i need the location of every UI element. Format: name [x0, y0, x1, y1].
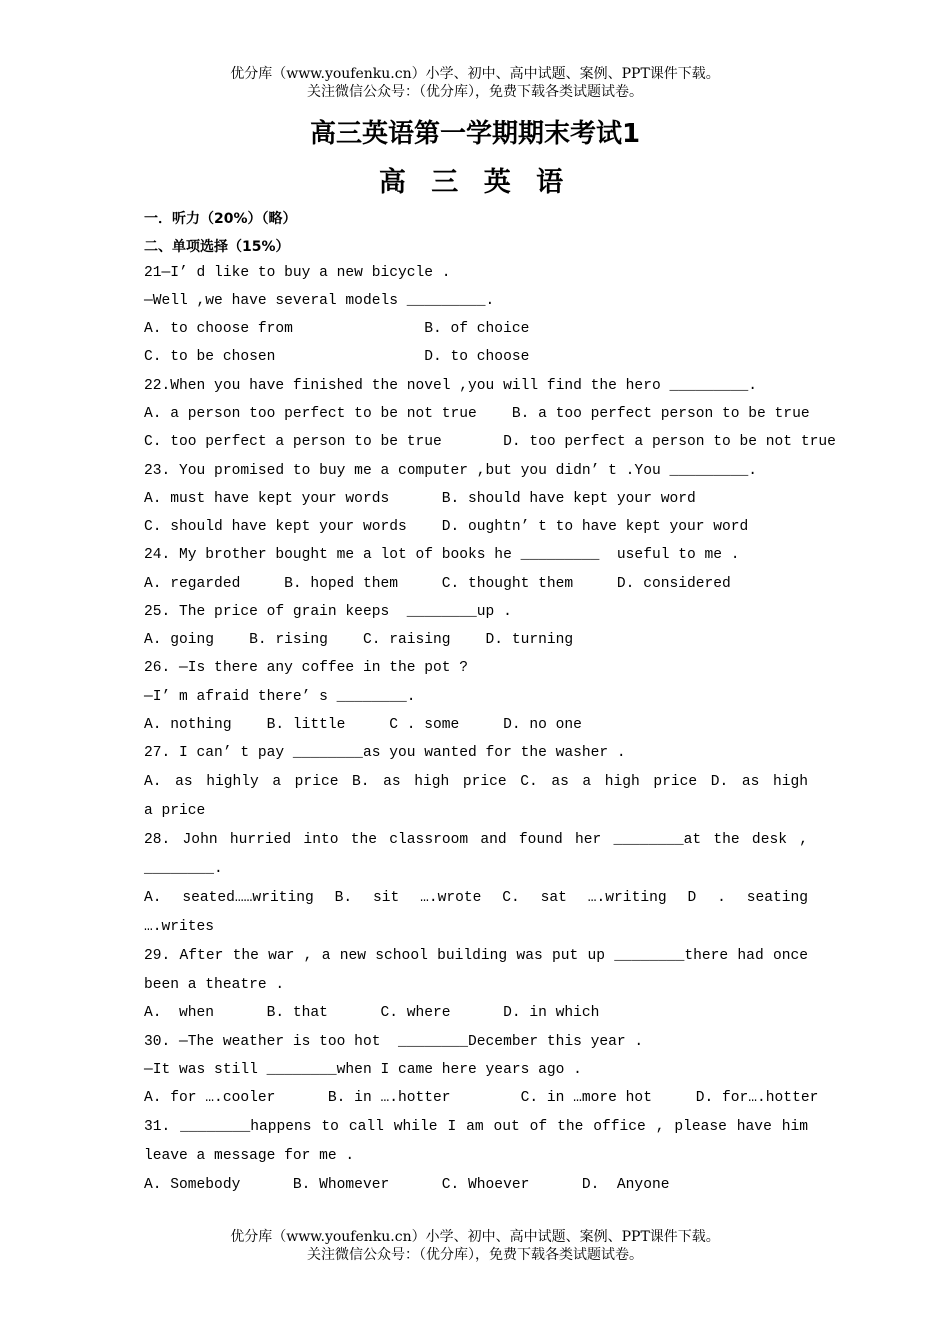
question-28-stem: 28. John hurried into the classroom and found her ________at the desk ,: [144, 832, 808, 848]
question-21-response: —Well ,we have several models _________.: [144, 293, 495, 309]
question-29-stem-wrap: been a theatre .: [144, 977, 285, 993]
question-25-stem: 25. The price of grain keeps ________up .: [144, 604, 512, 620]
question-22-options-ab: A. a person too perfect to be not true B. a too perfect person to be true: [144, 406, 810, 422]
question-24-stem: 24. My brother bought me a lot of books he _________ useful to me .: [144, 547, 740, 563]
question-27-options: A. as highly a price B. as high price C. as a high price D. as high: [144, 774, 808, 790]
question-28-options-wrap: ….writes: [144, 919, 215, 935]
header-line-1: 优分库（www.youfenku.cn）小学、初中、高中试题、案例、PPT课件下载。: [230, 66, 720, 82]
question-23-options-cd: C. should have kept your words D. oughtn’ t to have kept your word: [144, 519, 749, 535]
question-31-options: A. Somebody B. Whomever C. Whoever D. Anyone: [144, 1177, 670, 1193]
question-25-options: A. going B. rising C. raising D. turning: [144, 632, 574, 648]
question-30-options: A. for ….cooler B. in ….hotter C. in …more hot D. for….hotter: [144, 1090, 819, 1106]
question-21-options-ab: A. to choose from B. of choice: [144, 321, 530, 337]
question-26-options: A. nothing B. little C . some D. no one: [144, 717, 582, 733]
question-29-stem: 29. After the war , a new school building was put up ________there had once: [144, 948, 808, 964]
question-26-stem: 26. —Is there any coffee in the pot ?: [144, 660, 469, 676]
question-28-stem-wrap: ________.: [144, 861, 223, 877]
question-31-stem-wrap: leave a message for me .: [144, 1148, 355, 1164]
footer-line-2: 关注微信公众号：（优分库），免费下载各类试题试卷。: [307, 1247, 643, 1263]
document-subtitle: 高 三 英 语: [378, 167, 572, 198]
question-30-stem: 30. —The weather is too hot ________December this year .: [144, 1034, 644, 1050]
question-27-stem: 27. I can’ t pay ________as you wanted for the washer .: [144, 745, 626, 761]
question-22-stem: 22.When you have finished the novel ,you will find the hero _________.: [144, 378, 758, 394]
question-24-options: A. regarded B. hoped them C. thought them D. considered: [144, 576, 731, 592]
question-31-stem: 31. ________happens to call while I am out of the office , please have him: [144, 1119, 808, 1135]
section-heading-single-choice: 二、单项选择（15%）: [144, 239, 290, 255]
question-22-options-cd: C. too perfect a person to be true D. too perfect a person to be not true: [144, 434, 836, 450]
question-23-options-ab: A. must have kept your words B. should have kept your word: [144, 491, 696, 507]
header-line-2: 关注微信公众号：（优分库），免费下载各类试题试卷。: [307, 84, 643, 100]
question-30-response: —It was still ________when I came here years ago .: [144, 1062, 582, 1078]
question-27-options-wrap: a price: [144, 803, 206, 819]
question-29-options: A. when B. that C. where D. in which: [144, 1005, 600, 1021]
document-title: 高三英语第一学期期末考试1: [309, 119, 641, 149]
question-21-options-cd: C. to be chosen D. to choose: [144, 349, 530, 365]
question-26-response: —I’ m afraid there’ s ________.: [144, 689, 416, 705]
question-23-stem: 23. You promised to buy me a computer ,but you didn’ t .You _________.: [144, 463, 758, 479]
section-heading-listening: 一．听力（20%）（略）: [144, 211, 297, 227]
footer-line-1: 优分库（www.youfenku.cn）小学、初中、高中试题、案例、PPT课件下载。: [230, 1229, 720, 1245]
question-28-options: A. seated……writing B. sit ….wrote C. sat ….writing D . seating: [144, 890, 808, 906]
question-21-stem: 21—I’ d like to buy a new bicycle .: [144, 265, 451, 281]
